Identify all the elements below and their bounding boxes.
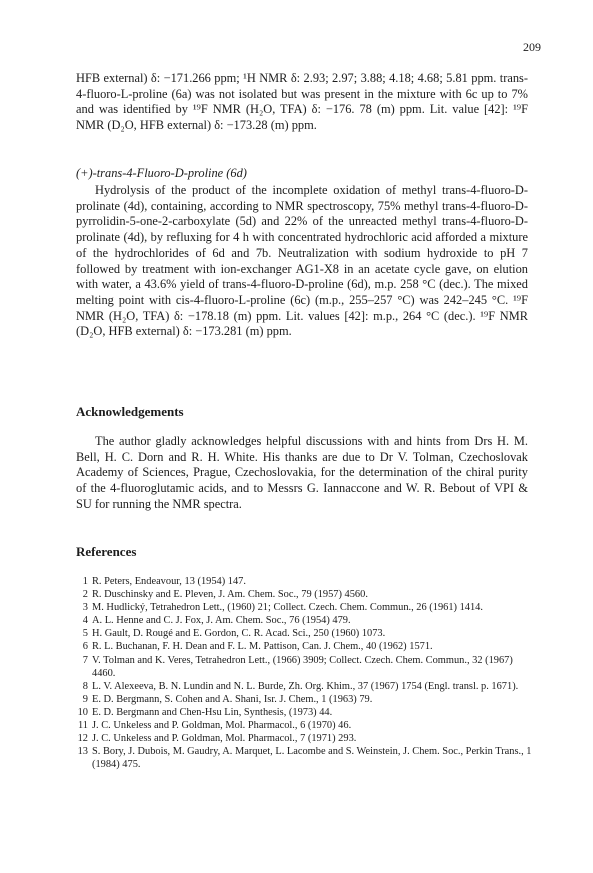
- reference-text: H. Gault, D. Rougé and E. Gordon, C. R. Acad. Sci., 250 (1960) 1073.: [92, 628, 386, 640]
- reference-number: 9: [82, 693, 88, 705]
- acknowledgements-heading: Acknowledgements: [76, 404, 184, 419]
- reference-number: 7: [82, 654, 88, 666]
- reference-item: [76, 640, 532, 653]
- paragraph-text: HFB external) δ: −171.266 ppm; ¹H NMR δ: 2.93; 2.97; 3.88; 4.18; 4.68; 5.81 ppm. trans-4-fluoro-L-proline (6a) was not isolated but was present in the mixture with 6c up to 7% and was identified by ¹⁹F NMR (H₂O, TFA) δ: −176. 78 (m) ppm. Lit. value [42]: ¹⁹F NMR (D₂O, HFB external) δ: −173.28 (m) ppm.: [76, 71, 528, 133]
- reference-number: 3: [82, 602, 88, 614]
- reference-item: [76, 706, 532, 719]
- reference-number: 12: [77, 733, 88, 745]
- reference-text: S. Bory, J. Dubois, M. Gaudry, A. Marquet, L. Lacombe and S. Weinstein, J. Chem. Soc., Perkin Trans., 1 (1984) 475.: [92, 746, 532, 771]
- reference-number: 10: [77, 706, 88, 718]
- reference-number: 5: [82, 628, 88, 640]
- page-number: 209: [523, 40, 541, 54]
- reference-text: J. C. Unkeless and P. Goldman, Mol. Pharmacol., 7 (1971) 293.: [92, 733, 357, 745]
- paragraph-text: The author gladly acknowledges helpful discussions with and hints from Drs H. M. Bell, H. C. Dorn and R. H. White. His thanks are due to Dr V. Tolman, Czechoslovak Academy of Sciences, Prague, Czechoslovakia, for the determination of the chiral purity of the 4-fluoroglutamic acids, and to Messrs G. Iannaccone and W. R. Bebout of VPI & SU for running the NMR spectra.: [76, 434, 528, 511]
- compound-subheading: (+)-trans-4-Fluoro-D-proline (6d): [76, 166, 247, 180]
- reference-text: R. Duschinsky and E. Pleven, J. Am. Chem. Soc., 79 (1957) 4560.: [92, 589, 368, 601]
- reference-item: [76, 745, 532, 771]
- reference-item: [76, 680, 532, 693]
- reference-item: [76, 614, 532, 627]
- reference-text: R. L. Buchanan, F. H. Dean and F. L. M. Pattison, Can. J. Chem., 40 (1962) 1571.: [92, 641, 433, 653]
- reference-item: [76, 575, 532, 588]
- reference-number: 13: [77, 746, 88, 758]
- reference-item: [76, 627, 532, 640]
- reference-number: 4: [82, 615, 88, 627]
- reference-text: M. Hudlický, Tetrahedron Lett., (1960) 21; Collect. Czech. Chem. Commun., 26 (1961) 1414.: [92, 602, 483, 614]
- reference-text: J. C. Unkeless and P. Goldman, Mol. Pharmacol., 6 (1970) 46.: [92, 720, 352, 732]
- reference-item: [76, 601, 532, 614]
- reference-text: E. D. Bergmann and Chen-Hsu Lin, Synthesis, (1973) 44.: [92, 706, 333, 718]
- reference-text: E. D. Bergmann, S. Cohen and A. Shani, Isr. J. Chem., 1 (1963) 79.: [92, 693, 373, 705]
- reference-number: 2: [82, 589, 88, 601]
- references-heading: References: [76, 544, 137, 559]
- reference-text: V. Tolman and K. Veres, Tetrahedron Lett., (1966) 3909; Collect. Czech. Chem. Commun., 32 (1967) 4460.: [92, 654, 513, 679]
- reference-number: 6: [82, 641, 88, 653]
- acknowledgements-text: [76, 434, 528, 513]
- reference-item: [76, 732, 532, 745]
- reference-item: [76, 719, 532, 732]
- reference-text: L. V. Alexeeva, B. N. Lundin and N. L. Burde, Zh. Org. Khim., 37 (1967) 1754 (Engl. transl. p. 1671).: [92, 680, 519, 692]
- reference-number: 1: [82, 576, 88, 587]
- paragraph-text: Hydrolysis of the product of the incomplete oxidation of methyl trans-4-fluoro-D-prolinate (4d), containing, according to NMR spectroscopy, 75% methyl trans-4-fluoro-D-pyrrolidin-5-one-2-carboxylate (5d) and 22% of the unreacted methyl trans-4-fluoro-D-prolinate (4d), by refluxing for 4 h with concentrated hydrochloric acid afforded a mixture of the hydrochlorides of 6d and 7b. Neutralization with sodium hydroxide to pH 7 followed by treatment with ion-exchanger AG1-X8 in an acetate cycle gave, on elution with water, a 43.6% yield of trans-4-fluoro-D-proline (6d), m.p. 258 °C (dec.). The mixed melting point with cis-4-fluoro-L-proline (6c) (m.p., 255–257 °C) was 242–245 °C. ¹⁹F NMR (H₂O, TFA) δ: −178.18 (m) ppm. Lit. values [42]: m.p., 264 °C (dec.). ¹⁹F NMR (D₂O, HFB external) δ: −173.281 (m) ppm.: [76, 183, 528, 339]
- reference-text: R. Peters, Endeavour, 13 (1954) 147.: [92, 576, 246, 587]
- reference-number: 8: [82, 680, 88, 692]
- reference-list: [76, 575, 532, 771]
- reference-item: [76, 693, 532, 706]
- paragraph-hydrolysis: [76, 183, 528, 340]
- reference-item: [76, 588, 532, 601]
- reference-text: A. L. Henne and C. J. Fox, J. Am. Chem. Soc., 76 (1954) 479.: [92, 615, 351, 627]
- reference-item: [76, 654, 532, 680]
- reference-number: 11: [77, 720, 88, 732]
- paragraph-nmr-data: [76, 71, 528, 134]
